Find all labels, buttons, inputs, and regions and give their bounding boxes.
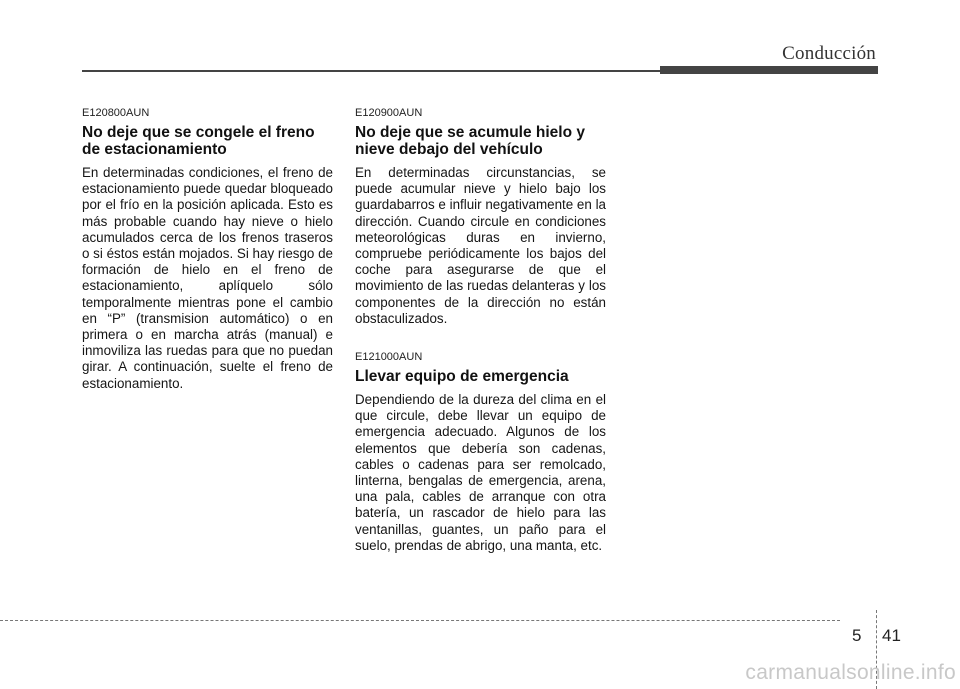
header-rule <box>82 70 660 72</box>
header-rule-accent <box>660 66 878 74</box>
section-code: E120800AUN <box>82 107 150 119</box>
chapter-title: Conducción <box>782 43 876 64</box>
section-spacer <box>355 327 606 351</box>
section-heading-emergency-equipment: Llevar equipo de emergencia <box>355 368 569 386</box>
section-heading-parking-brake <box>82 124 333 158</box>
right-column <box>355 107 606 554</box>
left-column <box>82 107 333 392</box>
footer-rule <box>0 620 840 621</box>
section-code: E120900AUN <box>355 107 423 119</box>
heading-line: No deje que se congele el freno <box>82 124 315 141</box>
heading-line: de estacionamiento <box>82 141 227 158</box>
chapter-number: 5 <box>852 626 862 645</box>
section-heading-snow-ice <box>355 124 606 158</box>
page-number: 41 <box>882 626 901 645</box>
section-body-emergency-equipment: Dependiendo de la dureza del clima en el que circule, debe llevar un equipo de emergencia adecuado. Algunos de los elementos que debería son cadenas, cables o cadenas para ser remolcado, linterna, bengalas de emergencia, arena, una pala, cables de arranque con otra batería, un rascador de hielo para las ventanillas, guantes, un paño para el suelo, prendas de abrigo, una manta, etc. <box>355 392 606 553</box>
section-body-parking-brake: En determinadas condiciones, el freno de estacionamiento puede quedar bloqueado por el frío en la posición aplicada. Esto es más probable cuando hay nieve o hielo acumulados cerca de los frenos traseros o si éstos están mojados. Si hay riesgo de formación de hielo en el freno de estacionamiento, aplíquelo sólo temporalmente mientras pone el cambio en “P” (transmision automático) o en primera o en marcha atrás (manual) e inmoviliza las ruedas para que no puedan girar. A continuación, suelte el freno de estacionamiento. <box>82 165 333 391</box>
heading-line: No deje que se acumule hielo y <box>355 124 585 141</box>
section-body-snow-ice: En determinadas circunstancias, se puede acumular nieve y hielo bajo los guardabarros e influir negativamente en la dirección. Cuando circule en condiciones meteorológicas duras en invierno, compruebe periódicamente los bajos del coche para asegurarse de que el movimiento de las ruedas delanteras y los componentes de la dirección no están obstaculizados. <box>355 165 606 326</box>
section-code: E121000AUN <box>355 351 423 364</box>
watermark: carmanualsonline.info <box>745 661 956 684</box>
heading-line: nieve debajo del vehículo <box>355 141 543 158</box>
